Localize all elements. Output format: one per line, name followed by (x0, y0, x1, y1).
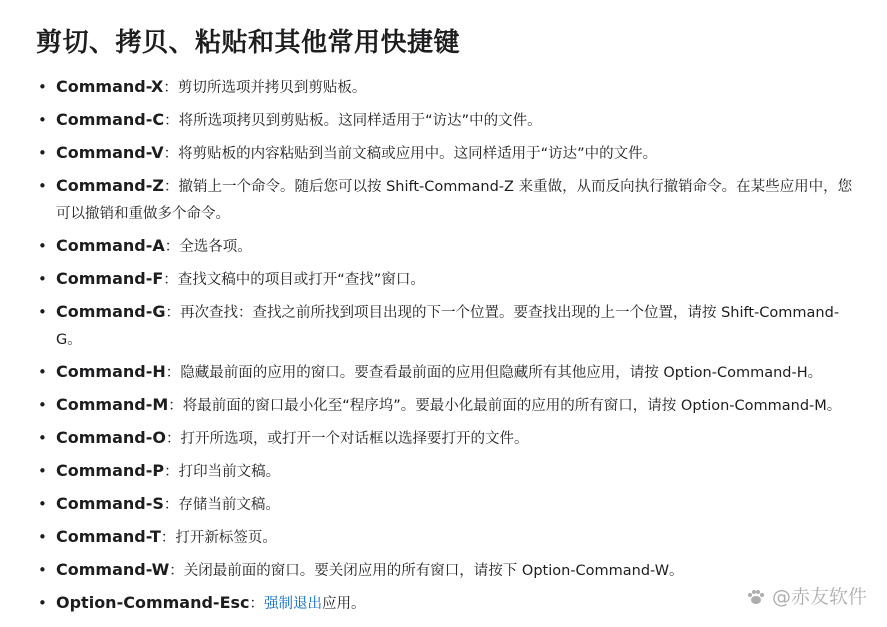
shortcut-description: 存储当前文稿。 (178, 497, 280, 513)
separator: ： (169, 563, 184, 579)
list-item (36, 107, 856, 134)
list-item (36, 140, 856, 167)
bullet: • (38, 177, 47, 195)
bullet: • (38, 429, 47, 447)
separator: ： (165, 365, 181, 381)
shortcut-key: Command-C (56, 110, 165, 129)
separator: ： (164, 113, 179, 129)
shortcut-key: Command-M (56, 395, 169, 414)
separator: ： (249, 596, 265, 612)
list-item (36, 299, 856, 353)
shortcut-description: 隐藏最前面的应用的窗口。要查看最前面的应用但隐藏所有其他应用，请按 Option-Command-H。 (180, 365, 823, 381)
separator: ： (163, 146, 179, 162)
bullet: • (38, 144, 47, 162)
list-item (36, 458, 856, 485)
bullet: • (38, 237, 47, 255)
shortcut-key: Command-T (56, 527, 161, 546)
separator: ： (163, 497, 179, 513)
list-item (36, 266, 856, 293)
bullet: • (38, 462, 47, 480)
list-item (36, 590, 856, 617)
shortcut-description: 将所选项拷贝到剪贴板。这同样适用于“访达”中的文件。 (178, 113, 542, 129)
shortcut-description: 再次查找：查找之前所找到项目出现的下一个位置。要查找出现的上一个位置，请按 Shift-Command-G。 (56, 305, 840, 348)
shortcut-key: Command-O (56, 428, 166, 447)
bullet: • (38, 561, 47, 579)
separator: ： (165, 431, 181, 447)
shortcut-key: Command-Z (56, 176, 164, 195)
shortcut-description: 关闭最前面的窗口。要关闭应用的所有窗口，请按下 Option-Command-W。 (183, 563, 684, 579)
bullet: • (38, 528, 47, 546)
separator: ： (163, 272, 178, 288)
bullet: • (38, 78, 47, 96)
separator: ： (163, 80, 178, 96)
shortcut-key: Command-X (56, 77, 164, 96)
bullet: • (38, 363, 47, 381)
shortcut-description: 全选各项。 (179, 239, 252, 255)
separator: ： (163, 179, 179, 195)
shortcut-description: 将剪贴板的内容粘贴到当前文稿或应用中。这同样适用于“访达”中的文件。 (178, 146, 658, 162)
shortcut-key: Command-F (56, 269, 164, 288)
shortcut-key: Command-A (56, 236, 165, 255)
force-quit-link[interactable]: 强制退出 (264, 596, 323, 612)
page-title: 剪切、拷贝、粘贴和其他常用快捷键 (36, 28, 461, 58)
list-item (36, 557, 856, 584)
shortcut-key: Command-S (56, 494, 164, 513)
separator: ： (165, 305, 180, 321)
shortcut-description: 查找文稿中的项目或打开“查找”窗口。 (177, 272, 425, 288)
shortcut-description: 将最前面的窗口最小化至“程序坞”。要最小化最前面的应用的所有窗口，请按 Option-Command-M。 (182, 398, 842, 414)
shortcut-key: Command-P (56, 461, 165, 480)
list-item (36, 392, 856, 419)
list-item (36, 74, 856, 101)
shortcut-description: 打开所选项，或打开一个对话框以选择要打开的文件。 (180, 431, 529, 447)
shortcut-description: 剪切所选项并拷贝到剪贴板。 (177, 80, 367, 96)
watermark-text: @赤友软件 (771, 586, 867, 608)
bullet: • (38, 396, 47, 414)
list-item (36, 425, 856, 452)
shortcut-key: Command-W (56, 560, 170, 579)
list-item (36, 173, 856, 227)
bullet: • (38, 111, 47, 129)
separator: ： (164, 464, 179, 480)
shortcut-list (36, 74, 856, 623)
list-item (36, 359, 856, 386)
shortcut-description: 撤销上一个命令。随后您可以按 Shift-Command-Z 来重做，从而反向执行撤销命令。在某些应用中，您可以撤销和重做多个命令。 (56, 179, 853, 222)
shortcut-key: Command-V (56, 143, 164, 162)
shortcut-description-suffix: 应用。 (322, 596, 366, 612)
list-item (36, 491, 856, 518)
shortcut-key: Option-Command-Esc (56, 593, 250, 612)
shortcut-key: Command-H (56, 362, 166, 381)
bullet: • (38, 303, 47, 321)
paw-icon (746, 588, 766, 604)
list-item (36, 524, 856, 551)
bullet: • (38, 495, 47, 513)
separator: ： (164, 239, 180, 255)
bullet: • (38, 270, 47, 288)
shortcut-description: 打开新标签页。 (175, 530, 277, 546)
bullet: • (38, 594, 47, 612)
separator: ： (160, 530, 176, 546)
shortcut-key: Command-G (56, 302, 166, 321)
watermark (746, 582, 867, 609)
separator: ： (168, 398, 183, 414)
list-item (36, 233, 856, 260)
shortcut-description: 打印当前文稿。 (178, 464, 281, 480)
